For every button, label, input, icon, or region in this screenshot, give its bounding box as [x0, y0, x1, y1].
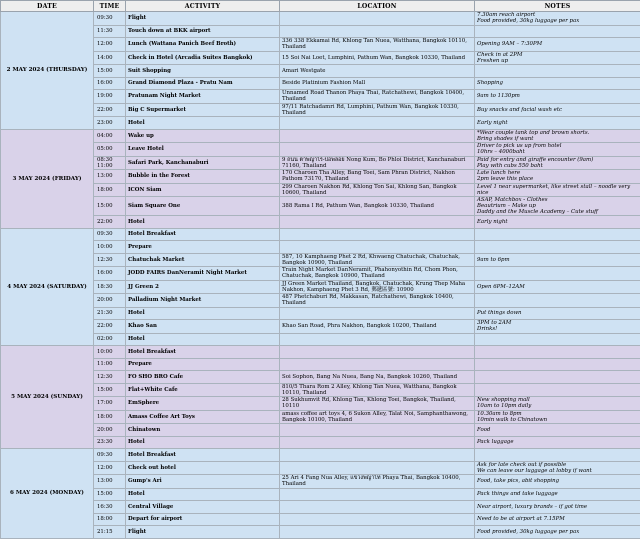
row-location [280, 25, 475, 38]
row-notes [475, 156, 640, 170]
row-notes-line: Food provided, 30kg luggage per pax [477, 18, 580, 25]
row-activity: Depart for airport [126, 513, 280, 526]
row-activity: Grand Diamond Plaza - Pratu Nam [126, 77, 280, 90]
table-row [1, 197, 640, 216]
row-notes-line: Ask for late check out if possible [477, 461, 567, 468]
row-time: 22:00 [94, 216, 126, 229]
row-location: 28 Sukhumvit Rd, Khlong Tan, Khlong Toei, Bangkok, Thailand, 10110 [280, 397, 475, 411]
row-notes: Food provided, 30kg luggage per pax [475, 526, 640, 539]
row-activity: Suit Shopping [126, 65, 280, 78]
header-time: TIME [94, 1, 126, 12]
table-row [1, 216, 640, 229]
row-activity: Chinatown [126, 424, 280, 437]
row-notes [475, 12, 640, 26]
row-activity: Hotel [126, 436, 280, 449]
row-time: 18:00 [94, 410, 126, 424]
row-notes [475, 197, 640, 216]
row-notes [475, 170, 640, 184]
row-notes [475, 25, 640, 38]
row-notes: Early night [475, 216, 640, 229]
table-row [1, 526, 640, 539]
table-row [1, 38, 640, 52]
row-notes-line: 10am to 10pm daily [477, 403, 532, 410]
table-row [1, 12, 640, 26]
row-time: 23:00 [94, 117, 126, 130]
row-location [280, 129, 475, 143]
row-location [280, 436, 475, 449]
row-time [94, 156, 126, 170]
row-time: 22:00 [94, 103, 126, 117]
row-activity: Hotel Breakfast [126, 228, 280, 241]
day-group [1, 228, 640, 346]
table-row [1, 449, 640, 462]
row-time: 11:00 [94, 358, 126, 371]
row-time: 12:30 [94, 371, 126, 384]
row-time: 11:30 [94, 25, 126, 38]
row-location: Khao San Road, Phra Nakhon, Bangkok 10200, Thailand [280, 320, 475, 334]
table-row [1, 156, 640, 170]
row-location: Train Night Market DanNeramit, Phahonyothin Rd, Chom Phon, Chatuchak, Bangkok 10900, Thailand [280, 267, 475, 281]
row-notes-line: Beautrium – Make up [477, 203, 536, 209]
row-time: 15:00 [94, 197, 126, 216]
row-time: 16:00 [94, 267, 126, 281]
row-notes [475, 294, 640, 308]
row-notes [475, 346, 640, 359]
row-time: 09:30 [94, 12, 126, 26]
day-date: 2 MAY 2024 (THURSDAY) [1, 12, 94, 130]
row-activity: Hotel [126, 307, 280, 320]
row-notes: 9am to 1130pm [475, 90, 640, 104]
row-activity: Gump's Ari [126, 475, 280, 489]
table-row [1, 280, 640, 294]
row-time: 02:00 [94, 333, 126, 346]
row-activity: Check out hotel [126, 461, 280, 475]
row-notes [475, 397, 640, 411]
row-time: 05:00 [94, 143, 126, 157]
row-notes: Food, take pics, abit shopping [475, 475, 640, 489]
row-location: JJ Green Market Thailand, Bangkok, Chatuchak, Krung Thep Maha Nakhon, Kamphaeng Phet 3 Rd, 郵遞區號: 10900 [280, 280, 475, 294]
row-notes [475, 358, 640, 371]
row-activity: Big C Supermarket [126, 103, 280, 117]
row-time: 13:00 [94, 170, 126, 184]
row-time: 21:15 [94, 526, 126, 539]
row-activity: JJ Green 2 [126, 280, 280, 294]
row-notes [475, 410, 640, 424]
table-row [1, 253, 640, 267]
row-notes-line: Drinks! [477, 326, 498, 333]
row-location [280, 143, 475, 157]
table-row [1, 358, 640, 371]
row-location [280, 228, 475, 241]
table-row [1, 241, 640, 254]
day-date: 4 MAY 2024 (SATURDAY) [1, 228, 94, 346]
row-activity: Chatuchak Market [126, 253, 280, 267]
row-time: 10:00 [94, 241, 126, 254]
row-activity: Touch down at BKK airport [126, 25, 280, 38]
row-activity: FO SHO BRO Cafe [126, 371, 280, 384]
day-group [1, 346, 640, 449]
row-activity: Hotel Breakfast [126, 346, 280, 359]
row-activity: Central Village [126, 501, 280, 514]
row-activity: Check in Hotel (Arcadia Suites Bangkok) [126, 51, 280, 65]
row-time: 18:30 [94, 280, 126, 294]
row-notes: Shopping [475, 77, 640, 90]
row-activity: Lunch (Wattana Panich Beef Broth) [126, 38, 280, 52]
table-row [1, 436, 640, 449]
row-location [280, 501, 475, 514]
row-activity: Hotel [126, 117, 280, 130]
row-notes: Open 6PM–12AM [475, 280, 640, 294]
row-location [280, 449, 475, 462]
row-time: 12:30 [94, 253, 126, 267]
row-notes-line: 3PM to 2AM [477, 320, 512, 327]
row-notes [475, 383, 640, 397]
row-notes: Put things down [475, 307, 640, 320]
row-notes [475, 228, 640, 241]
row-location: 97/11 Ratchadamri Rd, Lumphini, Pathum Wan, Bangkok 10330, Thailand [280, 103, 475, 117]
row-notes-line: Late lunch here [477, 170, 521, 177]
row-notes-line: ASAP, Matchbox - Clothes [477, 197, 548, 203]
row-time: 22:00 [94, 320, 126, 334]
row-time: 15:00 [94, 488, 126, 501]
row-notes-line: New shopping mall [477, 397, 530, 404]
row-time: 21:30 [94, 307, 126, 320]
row-notes-line: Bring shades if want [477, 135, 534, 142]
row-notes [475, 333, 640, 346]
row-location: 810/5 Thara Rom 2 Alley, Khlong Tan Nuea, Watthana, Bangkok 10110, Thailand [280, 383, 475, 397]
row-location [280, 216, 475, 229]
row-notes [475, 129, 640, 143]
row-location: 170 Charoen Tha Alley, Bang Toei, Sam Phran District, Nakhon Pathom 73170, Thailand [280, 170, 475, 184]
row-notes-line: Freshen up [477, 57, 509, 64]
table-row [1, 90, 640, 104]
row-location [280, 346, 475, 359]
day-group [1, 12, 640, 130]
row-notes [475, 461, 640, 475]
header-location: LOCATION [280, 1, 475, 12]
row-time: 12:00 [94, 461, 126, 475]
table-row [1, 513, 640, 526]
row-time: 10:00 [94, 346, 126, 359]
row-time: 23:30 [94, 436, 126, 449]
row-activity: EmSphere [126, 397, 280, 411]
row-location [280, 307, 475, 320]
row-time: 04:00 [94, 129, 126, 143]
row-location: 487 Phetchaburi Rd, Makkasan, Ratchathewi, Bangkok 10400, Thailand [280, 294, 475, 308]
row-notes [475, 449, 640, 462]
row-location: 388 Rama I Rd, Pathum Wan, Bangkok 10330, Thailand [280, 197, 475, 216]
row-location: 9 ถนน ตาพญาไร-บ่อพลอย Nong Kum, Bo Phloi District, Kanchanaburi 71160, Thailand [280, 156, 475, 170]
row-notes [475, 65, 640, 78]
table-row [1, 475, 640, 489]
row-location [280, 461, 475, 475]
row-time: 20:00 [94, 294, 126, 308]
row-time: 12:00 [94, 38, 126, 52]
row-location: Soi Sophon, Bang Na Nuea, Bang Na, Bangkok 10260, Thailand [280, 371, 475, 384]
row-notes-line: Daddy and the Muscle Academy – Cute stuff [477, 209, 598, 215]
row-notes: Food [475, 424, 640, 437]
row-location [280, 488, 475, 501]
table-row [1, 170, 640, 184]
row-location: Amari Westgate [280, 65, 475, 78]
table-row [1, 267, 640, 281]
table-row [1, 117, 640, 130]
header-activity: ACTIVITY [126, 1, 280, 12]
row-location: amass coffee art toys 4, 6 Sukon Alley, Talat Noi, Samphanthawong, Bangkok 10100, Thailand [280, 410, 475, 424]
table-row [1, 307, 640, 320]
row-notes [475, 267, 640, 281]
table-row [1, 51, 640, 65]
row-activity: Flight [126, 12, 280, 26]
row-time: 16:30 [94, 501, 126, 514]
row-notes: Pack luggage [475, 436, 640, 449]
row-location [280, 333, 475, 346]
row-notes: Need to be at airport at 7.15PM [475, 513, 640, 526]
row-location [280, 12, 475, 26]
row-time: 15:00 [94, 383, 126, 397]
row-location [280, 526, 475, 539]
day-date: 3 MAY 2024 (FRIDAY) [1, 129, 94, 228]
row-time: 09:30 [94, 228, 126, 241]
row-notes-line: We can leave our luggage at lobby if want [477, 467, 592, 474]
row-location: Beside Platinium Fashion Mall [280, 77, 475, 90]
row-notes: Early night [475, 117, 640, 130]
header-row [1, 1, 640, 12]
row-time: 20:00 [94, 424, 126, 437]
row-notes: Level 1 near supermarket, like street stall – noodle very nice [475, 183, 640, 197]
table-row [1, 294, 640, 308]
row-notes-line: 10hrs – 4000baht [477, 149, 525, 156]
table-row [1, 25, 640, 38]
table-row [1, 501, 640, 514]
row-location [280, 513, 475, 526]
table-row [1, 461, 640, 475]
table-row [1, 65, 640, 78]
row-activity: ICON Siam [126, 183, 280, 197]
row-location: 299 Charoen Nakhon Rd, Khlong Ton Sai, Khlong San, Bangkok 10600, Thailand [280, 183, 475, 197]
table-row [1, 103, 640, 117]
row-activity: Hotel [126, 488, 280, 501]
row-location [280, 424, 475, 437]
row-time: 13:00 [94, 475, 126, 489]
row-notes [475, 241, 640, 254]
table-row [1, 183, 640, 197]
table-row [1, 333, 640, 346]
row-activity: Wake up [126, 129, 280, 143]
row-activity: Palladium Night Market [126, 294, 280, 308]
day-group [1, 449, 640, 539]
table-row [1, 424, 640, 437]
row-location: Unnamed Road Thanon Phaya Thai, Ratchathewi, Bangkok 10400, Thailand [280, 90, 475, 104]
row-notes: 9am to 6pm [475, 253, 640, 267]
row-activity: Amass Coffee Art Toys [126, 410, 280, 424]
table-row [1, 129, 640, 143]
table-row [1, 371, 640, 384]
row-time: 18:00 [94, 183, 126, 197]
row-activity: Hotel [126, 216, 280, 229]
row-activity: Leave Hotel [126, 143, 280, 157]
row-notes [475, 371, 640, 384]
row-notes-line: 2pm leave this place [477, 176, 534, 183]
row-notes-line: 10.30am to 8pm [477, 410, 522, 417]
table-row [1, 77, 640, 90]
row-activity: Safari Park, Kanchanaburi [126, 156, 280, 170]
row-notes-line: *Wear couple tank top and brown shorts. [477, 129, 590, 136]
row-activity: JODD FAIRS DanNeramit Night Market [126, 267, 280, 281]
row-notes: Pack things and take luggage [475, 488, 640, 501]
row-activity: Bubble in the Forest [126, 170, 280, 184]
row-notes-line: Check in at 2PM [477, 51, 523, 58]
table-row [1, 397, 640, 411]
row-activity: Flight [126, 526, 280, 539]
row-time: 17:00 [94, 397, 126, 411]
row-activity: Prepare [126, 241, 280, 254]
row-location [280, 117, 475, 130]
row-notes: Buy snacks and facial wash etc [475, 103, 640, 117]
row-time: 19:00 [94, 90, 126, 104]
row-notes-line: 10min walk to Chinatown [477, 416, 548, 423]
row-time: 14:00 [94, 51, 126, 65]
table-row [1, 346, 640, 359]
row-notes [475, 143, 640, 157]
row-time: 16:00 [94, 77, 126, 90]
row-notes-line: Play with cubs 550 baht [477, 162, 543, 169]
day-date: 5 MAY 2024 (SUNDAY) [1, 346, 94, 449]
table-row [1, 320, 640, 334]
row-location [280, 241, 475, 254]
row-activity: Flat+White Cafe [126, 383, 280, 397]
row-activity: Pratunam Night Market [126, 90, 280, 104]
row-notes: Near airport, luxury brands – if got time [475, 501, 640, 514]
row-time: 18:00 [94, 513, 126, 526]
row-location: 25 Ari 4 Fang Nua Alley, แขวงพญาไท Phaya Thai, Bangkok 10400, Thailand [280, 475, 475, 489]
table-row [1, 143, 640, 157]
row-activity: Prepare [126, 358, 280, 371]
row-activity: Hotel [126, 333, 280, 346]
row-notes-line: Driver to pick us up from hotel [477, 143, 562, 150]
table-row [1, 488, 640, 501]
header-date: DATE [1, 1, 94, 12]
day-group [1, 129, 640, 228]
table-row [1, 228, 640, 241]
row-activity: Hotel Breakfast [126, 449, 280, 462]
day-date: 6 MAY 2024 (MONDAY) [1, 449, 94, 539]
row-notes: Opening 9AM – 7:30PM [475, 38, 640, 52]
row-notes [475, 320, 640, 334]
row-activity: Khao San [126, 320, 280, 334]
row-location: 15 Soi Nai Loet, Lumphini, Pathum Wan, Bangkok 10330, Thailand [280, 51, 475, 65]
table-row [1, 410, 640, 424]
row-time-line: 08:30 [97, 156, 113, 163]
row-time-line: 11:00 [97, 162, 113, 169]
row-location [280, 358, 475, 371]
header-notes: NOTES [475, 1, 640, 12]
row-time: 15:00 [94, 65, 126, 78]
row-notes-line: 7.30am reach airport [477, 12, 536, 19]
table-row [1, 383, 640, 397]
row-notes [475, 51, 640, 65]
row-location: 336 338 Ekkamai Rd, Khlong Tan Nuea, Watthana, Bangkok 10110, Thailand [280, 38, 475, 52]
row-time: 09:30 [94, 449, 126, 462]
row-notes-line: Paid for entry and giraffe encounter (9am) [477, 156, 594, 163]
row-location: 587, 10 Kamphaeng Phet 2 Rd, Khwaeng Chatuchak, Chatuchak, Bangkok 10900, Thailand [280, 253, 475, 267]
row-activity: Siam Square One [126, 197, 280, 216]
